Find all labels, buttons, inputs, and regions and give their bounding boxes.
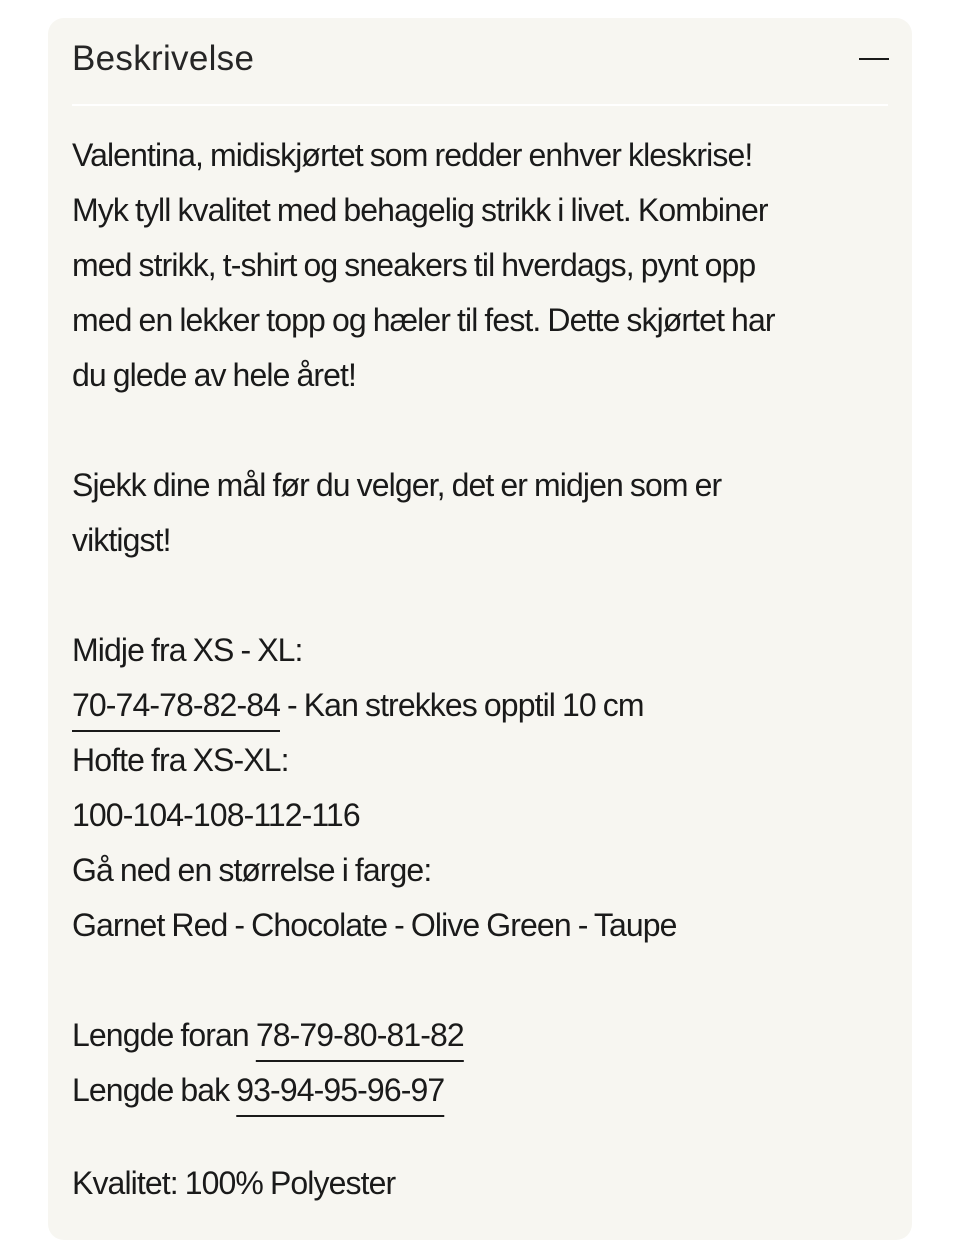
length-back <box>72 1063 892 1118</box>
description-line: Myk tyll kvalitet med behagelig strikk i livet. Kombiner <box>72 192 768 228</box>
measure-note-line: viktigst! <box>72 522 171 558</box>
description-body <box>72 128 892 1211</box>
color-note: Gå ned en størrelse i farge: <box>72 852 432 888</box>
length-front-label: Lengde foran <box>72 1017 256 1053</box>
description-line: Valentina, midiskjørtet som redder enhver kleskrise! <box>72 137 753 173</box>
accordion-title: Beskrivelse <box>72 39 255 78</box>
waist-label: Midje fra XS - XL: <box>72 632 303 668</box>
description-accordion <box>48 18 912 1240</box>
length-back-label: Lengde bak <box>72 1072 237 1108</box>
color-list: Garnet Red - Chocolate - Olive Green - Taupe <box>72 907 677 943</box>
waist-values: 70-74-78-82-84 <box>72 687 280 723</box>
description-line: med strikk, t-shirt og sneakers til hverdags, pynt opp <box>72 247 756 283</box>
description-line: med en lekker topp og hæler til fest. Dette skjørtet har <box>72 302 775 338</box>
minus-icon <box>859 58 889 61</box>
collapse-button[interactable] <box>854 39 894 79</box>
accordion-header[interactable] <box>72 18 888 106</box>
spacer <box>72 953 892 1008</box>
spacer <box>72 568 892 623</box>
waist-sizes <box>72 678 892 733</box>
hip-values: 100-104-108-112-116 <box>72 797 360 833</box>
length-front-values: 78-79-80-81-82 <box>255 1017 464 1053</box>
measure-note-line: Sjekk dine mål før du velger, det er midjen som er <box>72 467 722 503</box>
spacer <box>72 403 892 458</box>
waist-note: - Kan strekkes opptil 10 cm <box>280 687 644 723</box>
hip-label: Hofte fra XS-XL: <box>72 742 289 778</box>
length-front <box>72 1008 892 1063</box>
length-back-values: 93-94-95-96-97 <box>236 1072 445 1108</box>
description-line: du glede av hele året! <box>72 357 356 393</box>
spacer <box>72 1118 892 1156</box>
quality-line: Kvalitet: 100% Polyester <box>72 1165 396 1201</box>
